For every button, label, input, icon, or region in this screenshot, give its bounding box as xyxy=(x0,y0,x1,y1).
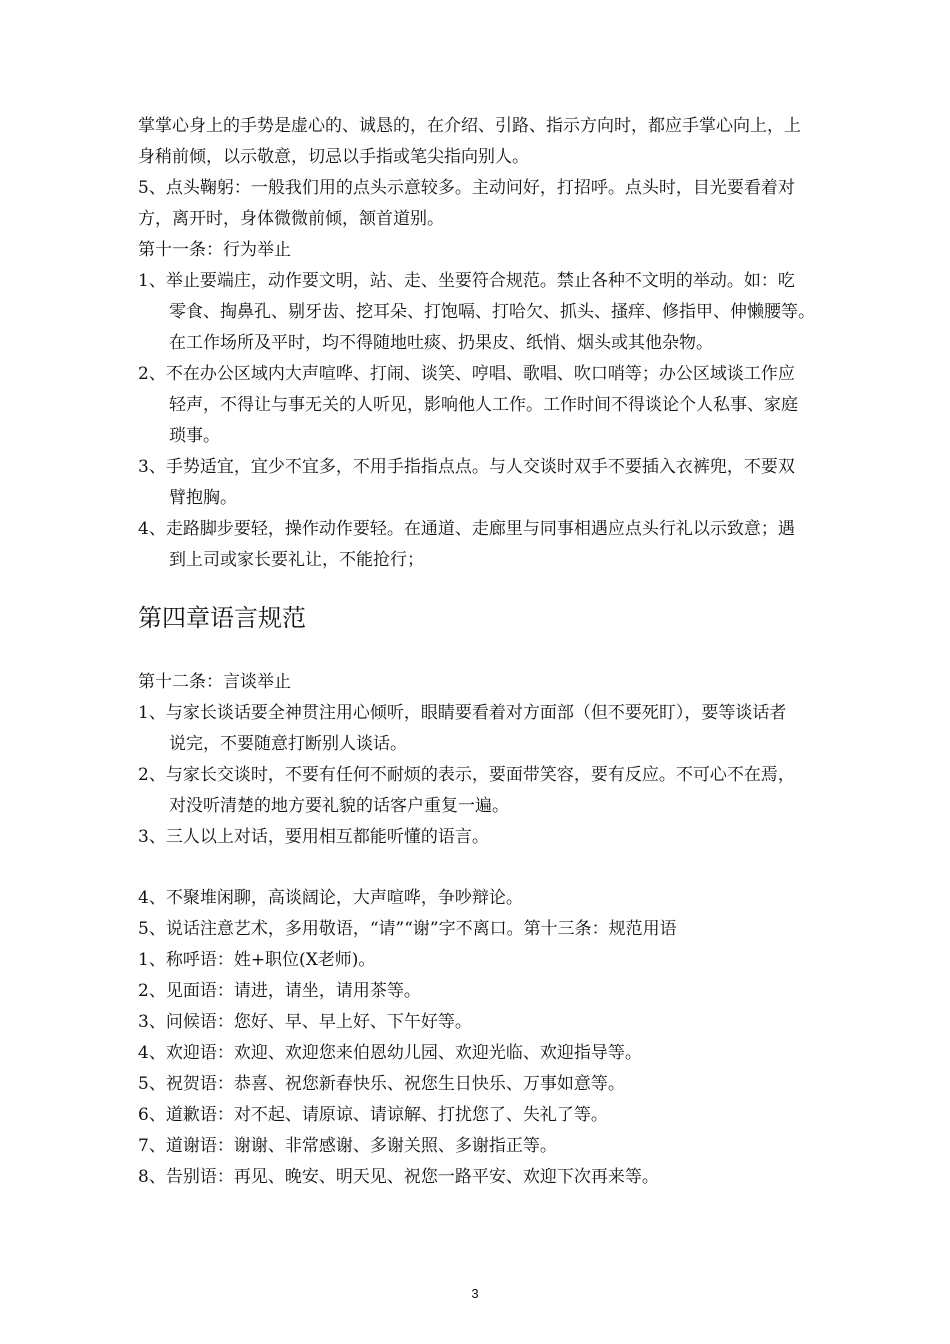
list-item-1: 1、举止要端庄，动作要文明，站、走、坐要符合规范。禁止各种不文明的举动。如：吃 xyxy=(138,271,795,291)
list-item-2: 2、不在办公区域内大声喧哗、打闹、谈笑、哼唱、歌唱、吹口哨等；办公区域谈工作应 xyxy=(138,364,795,384)
list-item-continuation: 轻声，不得让与事无关的人听见，影响他人工作。工作时间不得谈论个人私事、家庭 xyxy=(169,395,798,415)
list-item-5: 5、说话注意艺术，多用敬语，“请”“谢”字不离口。第十三条：规范用语 xyxy=(138,919,677,939)
list-item-continuation: 零食、掏鼻孔、剔牙齿、挖耳朵、打饱嗝、打哈欠、抓头、搔痒、修指甲、伸懒腰等。 xyxy=(169,302,815,322)
article-title: 第十一条：行为举止 xyxy=(138,240,291,260)
list-item-5: 5、点头鞠躬：一般我们用的点头示意较多。主动问好，打招呼。点头时，目光要看着对 xyxy=(138,178,795,198)
body-line: 方，离开时，身体微微前倾，颔首道别。 xyxy=(138,209,444,229)
list-item-continuation: 臂抱胸。 xyxy=(169,488,237,508)
list-item-1: 1、与家长谈话要全神贯注用心倾听，眼睛要看着对方面部（但不要死盯），要等谈话者 xyxy=(138,703,787,723)
body-line: 身稍前倾，以示敬意，切忌以手指或笔尖指向别人。 xyxy=(138,147,529,167)
list-item-continuation: 对没听清楚的地方要礼貌的话客户重复一遍。 xyxy=(169,796,509,816)
list-item-continuation: 在工作场所及平时，均不得随地吐痰、扔果皮、纸悄、烟头或其他杂物。 xyxy=(169,333,713,353)
phrase-item-3: 3、问候语：您好、早、早上好、下午好等。 xyxy=(138,1012,472,1032)
list-item-continuation: 琐事。 xyxy=(169,426,220,446)
article-title: 第十二条：言谈举止 xyxy=(138,672,291,692)
list-item-continuation: 说完，不要随意打断别人谈话。 xyxy=(169,734,407,754)
page-number: 3 xyxy=(471,1286,479,1301)
list-item-3: 3、手势适宜，宜少不宜多，不用手指指点点。与人交谈时双手不要插入衣裤兜，不要双 xyxy=(138,457,795,477)
phrase-item-8: 8、告别语：再见、晚安、明天见、祝您一路平安、欢迎下次再来等。 xyxy=(138,1167,659,1187)
phrase-item-6: 6、道歉语：对不起、请原谅、请谅解、打扰您了、失礼了等。 xyxy=(138,1105,608,1125)
phrase-item-4: 4、欢迎语：欢迎、欢迎您来伯恩幼儿园、欢迎光临、欢迎指导等。 xyxy=(138,1043,642,1063)
phrase-item-5: 5、祝贺语：恭喜、祝您新春快乐、祝您生日快乐、万事如意等。 xyxy=(138,1074,625,1094)
phrase-item-7: 7、道谢语：谢谢、非常感谢、多谢关照、多谢指正等。 xyxy=(138,1136,557,1156)
list-item-4: 4、走路脚步要轻，操作动作要轻。在通道、走廊里与同事相遇应点头行礼以示致意；遇 xyxy=(138,519,795,539)
list-item-4: 4、不聚堆闲聊，高谈阔论，大声喧哗，争吵辩论。 xyxy=(138,888,523,908)
phrase-item-2: 2、见面语：请进，请坐，请用茶等。 xyxy=(138,981,421,1001)
phrase-item-1: 1、称呼语：姓+职位(X老师)。 xyxy=(138,950,376,970)
body-line: 掌掌心身上的手势是虚心的、诚恳的，在介绍、引路、指示方向时，都应手掌心向上，上 xyxy=(138,116,801,136)
list-item-continuation: 到上司或家长要礼让，不能抢行； xyxy=(169,550,424,570)
chapter-heading: 第四章语言规范 xyxy=(138,604,306,632)
list-item-2: 2、与家长交谈时，不要有任何不耐烦的表示，要面带笑容，要有反应。不可心不在焉， xyxy=(138,765,795,785)
list-item-3: 3、三人以上对话，要用相互都能听懂的语言。 xyxy=(138,827,489,847)
